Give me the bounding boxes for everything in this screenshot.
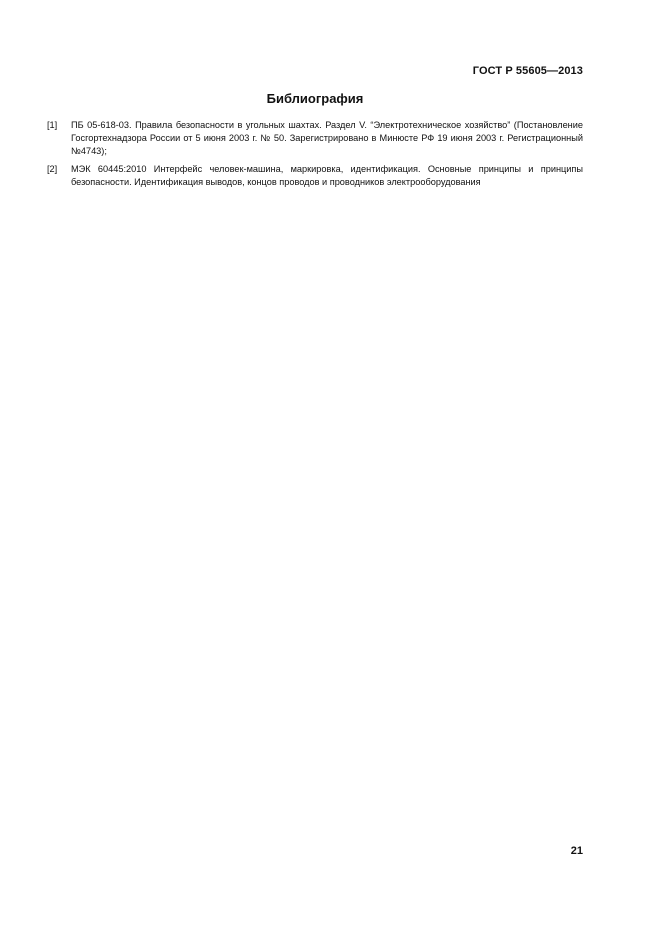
bibliography-item-text: ПБ 05-618-03. Правила безопасности в угольных шахтах. Раздел V. “Электротехническое хозяйство” (Постановление Госгортехнадзора России от 5 июня 2003 г. № 50. Зарегистрировано в Минюсте РФ 19 июня 2003 г. Регистрационный №4743); [71,120,583,156]
bibliography-title: Библиография [266,91,364,106]
page-number: 21 [570,845,583,857]
bibliography-item-number: [2] [47,164,58,174]
bibliography-item [47,119,583,158]
document-code: ГОСТ Р 55605—2013 [472,65,583,77]
bibliography-list [47,119,583,194]
bibliography-item-number: [1] [47,120,58,130]
bibliography-item-text: МЭК 60445:2010 Интерфейс человек-машина, маркировка, идентификация. Основные принципы и принципы безопасности. Идентификация выводов, концов проводов и проводников электрооборудования [71,164,583,187]
bibliography-item [47,163,583,189]
